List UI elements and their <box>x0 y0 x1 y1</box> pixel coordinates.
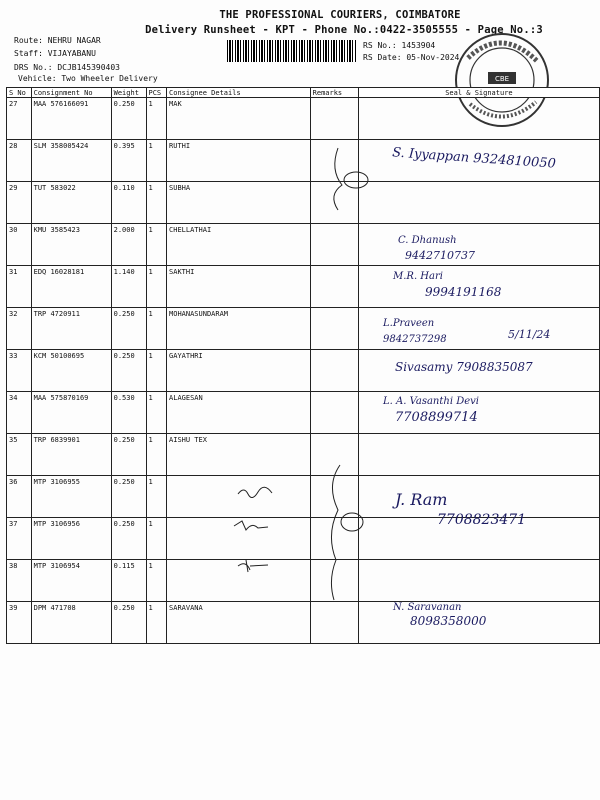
handwriting-row28: S. Iyyappan 9324810050 <box>391 145 557 172</box>
cell-consignment: TRP 6839901 <box>31 434 111 476</box>
handwriting-row39-name: N. Saravanan <box>393 602 462 613</box>
cell-seal-signature <box>358 98 599 140</box>
table-row <box>7 266 600 308</box>
cell-pcs: 1 <box>146 434 167 476</box>
cell-consignment: TRP 4720911 <box>31 308 111 350</box>
cell-consignment: SLM 358005424 <box>31 140 111 182</box>
col-header-consignment: Consignment No <box>31 88 111 98</box>
company-title: THE PROFESSIONAL COURIERS, COIMBATORE <box>219 9 461 21</box>
handwriting-row32-date: 5/11/24 <box>508 328 551 341</box>
cell-weight: 0.110 <box>111 182 146 224</box>
cell-weight: 0.250 <box>111 98 146 140</box>
cell-pcs: 1 <box>146 266 167 308</box>
cell-weight: 0.250 <box>111 308 146 350</box>
vehicle-label: Vehicle: Two Wheeler Delivery <box>18 74 158 83</box>
handwriting-row37-phone: 7708823471 <box>437 512 527 528</box>
handwriting-row32-name: L.Praveen <box>383 318 435 329</box>
cell-remarks <box>310 98 358 140</box>
cell-pcs: 1 <box>146 182 167 224</box>
cell-seal-signature <box>358 434 599 476</box>
cell-weight: 0.250 <box>111 476 146 518</box>
cell-consignee: GAYATHRI <box>167 350 311 392</box>
table-header-row <box>7 88 600 98</box>
col-header-seal-signature: Seal & Signature <box>358 88 599 98</box>
barcode <box>227 40 357 62</box>
svg-text:CBE: CBE <box>494 75 510 83</box>
cell-sno: 30 <box>7 224 32 266</box>
cell-weight: 0.250 <box>111 434 146 476</box>
cell-pcs: 1 <box>146 224 167 266</box>
cell-weight: 0.115 <box>111 560 146 602</box>
cell-consignee: SUBHA <box>167 182 311 224</box>
handwriting-row34-phone: 7708899714 <box>395 410 478 425</box>
handwriting-row33: Sivasamy 7908835087 <box>395 360 533 374</box>
signature-row36 <box>236 484 276 500</box>
table-row <box>7 434 600 476</box>
table-row <box>7 98 600 140</box>
handwriting-row34-name: L. A. Vasanthi Devi <box>383 396 479 407</box>
cell-sno: 38 <box>7 560 32 602</box>
cell-consignee: SARAVANA <box>167 602 311 644</box>
cell-consignment: MTP 3106956 <box>31 518 111 560</box>
cell-sno: 29 <box>7 182 32 224</box>
col-header-remarks: Remarks <box>310 88 358 98</box>
cell-consignment: KMU 3585423 <box>31 224 111 266</box>
col-header-consignee: Consignee Details <box>167 88 311 98</box>
cell-weight: 0.530 <box>111 392 146 434</box>
handwriting-row30-name: C. Dhanush <box>398 235 457 246</box>
cell-pcs: 1 <box>146 98 167 140</box>
cell-sno: 28 <box>7 140 32 182</box>
handwriting-row31-name: M.R. Hari <box>393 271 443 282</box>
cell-weight: 1.140 <box>111 266 146 308</box>
cell-seal-signature <box>358 224 599 266</box>
table-row <box>7 560 600 602</box>
runsheet-subtitle: Delivery Runsheet - KPT - Phone No.:0422-3505555 - Page No.:3 <box>145 24 543 36</box>
bracket-scribble <box>308 140 378 610</box>
handwriting-row32-phone: 9842737298 <box>383 334 447 345</box>
cell-weight: 2.000 <box>111 224 146 266</box>
cell-sno: 37 <box>7 518 32 560</box>
cell-consignment: TUT 583022 <box>31 182 111 224</box>
cell-consignee: RUTHI <box>167 140 311 182</box>
cell-sno: 35 <box>7 434 32 476</box>
signature-row38 <box>236 556 272 574</box>
cell-pcs: 1 <box>146 350 167 392</box>
cell-weight: 0.250 <box>111 518 146 560</box>
drs-number: DRS No.: DCJB145390403 <box>14 63 120 72</box>
cell-sno: 34 <box>7 392 32 434</box>
cell-pcs: 1 <box>146 476 167 518</box>
cell-pcs: 1 <box>146 518 167 560</box>
cell-sno: 33 <box>7 350 32 392</box>
cell-seal-signature <box>358 560 599 602</box>
table-row <box>7 182 600 224</box>
cell-sno: 32 <box>7 308 32 350</box>
col-header-pcs: PCS <box>146 88 167 98</box>
cell-sno: 27 <box>7 98 32 140</box>
handwriting-row37-name: J. Ram <box>395 490 448 509</box>
table-row <box>7 602 600 644</box>
cell-pcs: 1 <box>146 392 167 434</box>
cell-consignee: MOHANASUNDARAM <box>167 308 311 350</box>
staff-label: Staff: VIJAYABANU <box>14 49 96 58</box>
rs-date: RS Date: 05-Nov-2024 <box>363 53 460 62</box>
cell-consignment: MTP 3106954 <box>31 560 111 602</box>
cell-weight: 0.250 <box>111 350 146 392</box>
handwriting-row31-phone: 9994191168 <box>425 285 502 299</box>
route-label: Route: NEHRU NAGAR <box>14 36 101 45</box>
cell-consignment: MTP 3106955 <box>31 476 111 518</box>
cell-pcs: 1 <box>146 308 167 350</box>
cell-pcs: 1 <box>146 560 167 602</box>
cell-consignee: AISHU TEX <box>167 434 311 476</box>
signature-row37 <box>232 518 272 534</box>
cell-sno: 39 <box>7 602 32 644</box>
cell-consignment: KCM 50100695 <box>31 350 111 392</box>
handwriting-row39-phone: 8098358000 <box>410 614 487 628</box>
cell-seal-signature <box>358 182 599 224</box>
table-row <box>7 392 600 434</box>
col-header-sno: S No <box>7 88 32 98</box>
cell-consignment: DPM 471708 <box>31 602 111 644</box>
cell-consignment: MAA 576166091 <box>31 98 111 140</box>
cell-consignee: MAK <box>167 98 311 140</box>
cell-consignee: ALAGESAN <box>167 392 311 434</box>
handwriting-row30-phone: 9442710737 <box>405 249 475 262</box>
cell-sno: 31 <box>7 266 32 308</box>
cell-pcs: 1 <box>146 140 167 182</box>
col-header-weight: Weight <box>111 88 146 98</box>
cell-sno: 36 <box>7 476 32 518</box>
cell-consignment: MAA 575870169 <box>31 392 111 434</box>
rs-number: RS No.: 1453904 <box>363 41 436 50</box>
table-row <box>7 224 600 266</box>
cell-weight: 0.250 <box>111 602 146 644</box>
cell-consignee: SAKTHI <box>167 266 311 308</box>
cell-consignee: CHELLATHAI <box>167 224 311 266</box>
cell-consignment: EDQ 16028181 <box>31 266 111 308</box>
cell-pcs: 1 <box>146 602 167 644</box>
cell-weight: 0.395 <box>111 140 146 182</box>
